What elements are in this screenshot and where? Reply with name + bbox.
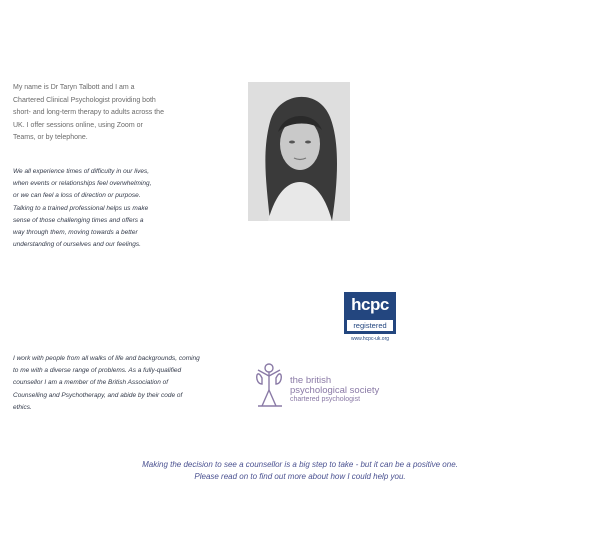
intro-line: UK. I offer sessions online, using Zoom or xyxy=(13,121,143,129)
about-line: We all experience times of difficulty in our lives, xyxy=(13,168,150,175)
intro-line: Teams, or by telephone. xyxy=(13,134,88,141)
bps-line: the british xyxy=(290,375,332,386)
intro-line: Chartered Clinical Psychologist providing both xyxy=(13,96,156,104)
intro-line: short- and long-term therapy to adults across the xyxy=(13,109,164,116)
intro-text xyxy=(13,82,178,145)
bps-chartered-label: chartered psychologist xyxy=(290,396,361,403)
hcpc-url: www.hcpc-uk.org xyxy=(350,336,390,342)
work-text xyxy=(13,353,223,414)
portrait-image xyxy=(248,82,350,221)
hcpc-badge xyxy=(344,292,396,334)
about-line: when events or relationships feel overwhelming, xyxy=(13,180,152,188)
closing-text xyxy=(0,459,600,483)
closing-line-2: Please read on to find out more about how I could help you. xyxy=(194,472,406,481)
psyche-emblem-icon xyxy=(252,360,288,410)
work-line: ethics. xyxy=(13,403,32,411)
hcpc-wordmark: hcpc xyxy=(351,295,389,314)
bps-logo xyxy=(252,360,402,412)
about-line: sense of those challenging times and offers a xyxy=(13,216,144,224)
bps-line: psychological society xyxy=(290,384,380,396)
work-line: to me with a diverse range of problems. As a fully-qualified xyxy=(13,367,182,375)
about-text xyxy=(13,166,173,251)
about-line: way through them, moving towards a better xyxy=(13,229,138,237)
hcpc-logo xyxy=(344,292,396,344)
about-line: understanding of ourselves and our feelings. xyxy=(13,241,141,249)
bps-wordmark xyxy=(290,376,379,405)
intro-line: My name is Dr Taryn Talbott and I am a xyxy=(13,84,135,91)
work-line: I work with people from all walks of life and backgrounds, coming xyxy=(13,355,200,362)
work-line: counsellor I am a member of the British Association of xyxy=(13,379,169,387)
hcpc-registered-label: registered xyxy=(347,320,393,331)
work-line: Counselling and Psychotherapy, and abide by their code of xyxy=(13,391,183,399)
closing-line-1: Making the decision to see a counsellor is a big step to take - but it can be a positive one. xyxy=(142,460,458,469)
about-line: or we can feel a loss of direction or purpose. xyxy=(13,192,141,200)
about-line: Talking to a trained professional helps us make xyxy=(13,204,149,212)
portrait-photo xyxy=(248,82,350,221)
